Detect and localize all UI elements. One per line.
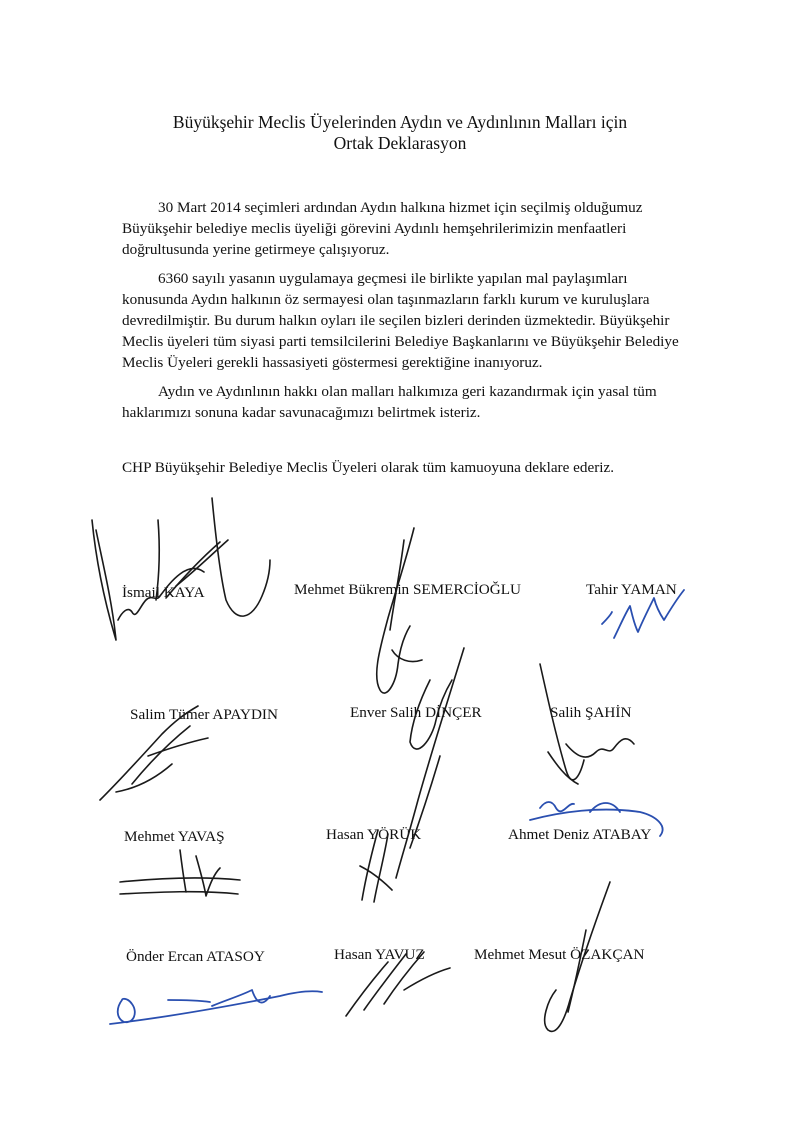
paragraph-line: 6360 sayılı yasanın uygulamaya geçmesi ile birlikte yapılan mal paylaşımları xyxy=(158,270,628,287)
signatory-name-11: Hasan YAVUZ xyxy=(334,946,425,963)
title-line-2: Ortak Deklarasyon xyxy=(333,133,467,153)
paragraph-1 xyxy=(122,197,692,260)
title-line-1: Büyükşehir Meclis Üyelerinden Aydın ve Aydınlının Malları için xyxy=(172,112,628,132)
paragraph-line: Meclis Üyeleri gerekli hassasiyeti göstermesi gerektiğine inanıyoruz. xyxy=(122,354,543,371)
signatory-name-4: Salim Tümer APAYDIN xyxy=(130,706,278,723)
signatory-name-8: Hasan YÖRÜK xyxy=(326,826,422,843)
document-title xyxy=(0,112,800,154)
paragraph-line: Büyükşehir belediye meclis üyeliği görevini Aydınlı hemşehrilerimizin menfaatleri xyxy=(122,220,627,237)
signatory-name-5: Enver Salih DİNÇER xyxy=(350,704,482,721)
paragraph-line: konusunda Aydın halkının öz sermayesi olan taşınmazların farklı kurum ve kuruluşlara xyxy=(122,291,650,308)
signature-onder-ercan-atasoy xyxy=(110,990,322,1024)
signature-salih-sahin xyxy=(540,664,634,784)
paragraph-line: doğrultusunda yerine getirmeye çalışıyoruz. xyxy=(122,241,390,258)
signature-mehmet-yavas xyxy=(120,850,240,896)
signature-ismail-kaya xyxy=(92,498,270,640)
paragraph-3 xyxy=(122,381,692,423)
signatory-name-10: Önder Ercan ATASOY xyxy=(126,948,265,965)
signatory-name-1: İsmail KAYA xyxy=(122,584,205,601)
paragraph-line: haklarımızı sonuna kadar savunacağımızı belirtmek isteriz. xyxy=(122,404,481,421)
paragraph-line: Aydın ve Aydınlının hakkı olan malları halkımıza geri kazandırmak için yasal tüm xyxy=(158,383,657,400)
paragraph-line: devredilmiştir. Bu durum halkın oyları ile seçilen bizleri derinden üzmektedir. Büyükşehir xyxy=(122,312,670,329)
closing-statement: CHP Büyükşehir Belediye Meclis Üyeleri olarak tüm kamuoyuna deklare ederiz. xyxy=(122,459,615,476)
signatory-name-9: Ahmet Deniz ATABAY xyxy=(508,826,652,843)
signatory-name-6: Salih ŞAHİN xyxy=(550,704,632,721)
signature-mehmet-bukremin-semercioglu xyxy=(377,528,422,693)
paragraph-line: Meclis üyeleri tüm siyasi parti temsilcilerini Belediye Başkanlarını ve Büyükşehir Belediye xyxy=(122,333,679,350)
signatory-name-7: Mehmet YAVAŞ xyxy=(124,828,225,845)
signatory-name-2: Mehmet Bükremin SEMERCİOĞLU xyxy=(294,581,521,598)
signatory-name-12: Mehmet Mesut ÖZAKÇAN xyxy=(474,946,645,963)
paragraph-line: 30 Mart 2014 seçimleri ardından Aydın halkına hizmet için seçilmiş olduğumuz xyxy=(158,199,643,216)
signatory-name-3: Tahir YAMAN xyxy=(586,581,677,598)
paragraph-2 xyxy=(122,268,692,373)
